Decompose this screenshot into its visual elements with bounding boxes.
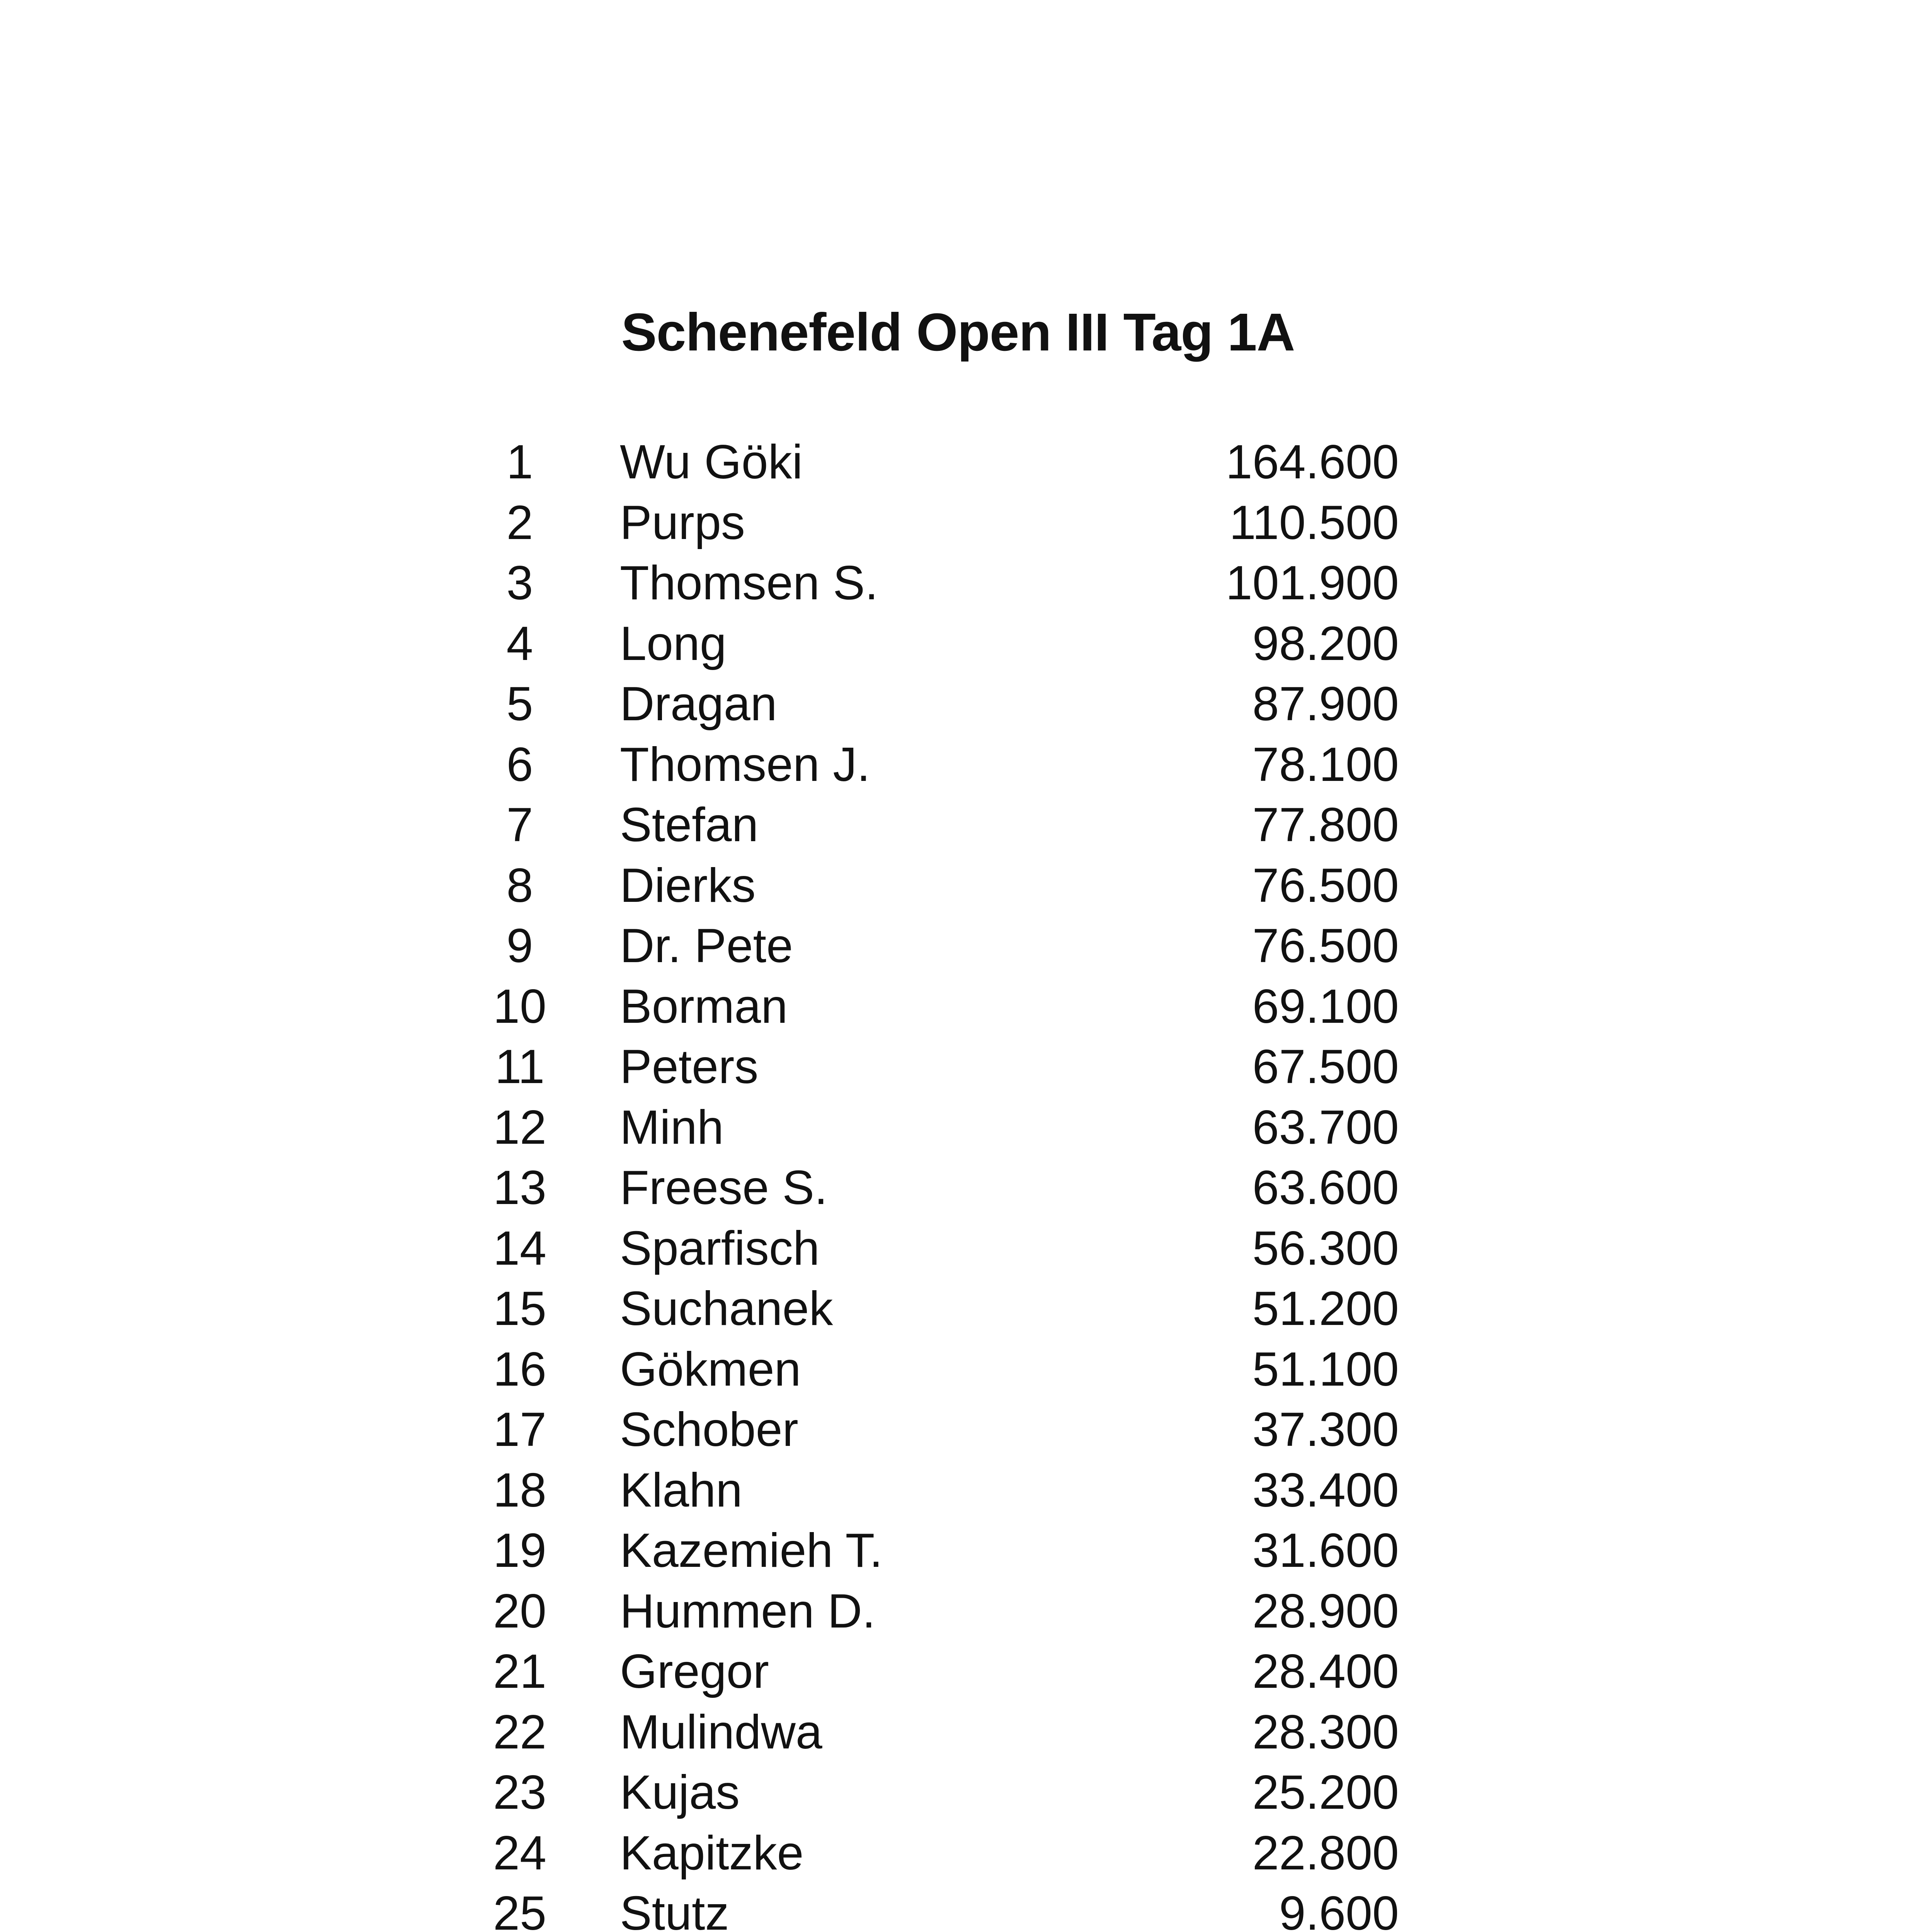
rank-number: 17 [493, 1403, 546, 1456]
rank-number: 15 [493, 1282, 546, 1335]
ranking-row [479, 1279, 1399, 1339]
ranking-row [479, 1641, 1399, 1702]
rank-number: 9 [506, 919, 533, 973]
player-score: 78.100 [1252, 738, 1399, 791]
ranking-row [479, 1460, 1399, 1521]
player-name: Dr. Pete [620, 919, 793, 973]
rank-number: 8 [506, 859, 533, 912]
ranking-row [479, 553, 1399, 614]
player-name: Kazemieh T. [620, 1524, 883, 1577]
player-name: Schober [620, 1403, 798, 1456]
rank-number: 20 [493, 1584, 546, 1638]
player-score: 28.300 [1252, 1705, 1399, 1759]
player-name: Gregor [620, 1645, 769, 1698]
player-name: Long [620, 617, 727, 670]
player-score: 76.500 [1252, 919, 1399, 973]
ranking-row [479, 1218, 1399, 1279]
ranking-row [479, 795, 1399, 855]
player-name: Gökmen [620, 1342, 801, 1396]
player-score: 101.900 [1225, 556, 1399, 610]
player-score: 51.100 [1252, 1342, 1399, 1396]
player-score: 31.600 [1252, 1524, 1399, 1577]
player-score: 164.600 [1225, 435, 1399, 489]
rank-number: 12 [493, 1100, 546, 1154]
player-name: Mulindwa [620, 1705, 822, 1759]
player-name: Purps [620, 496, 745, 549]
player-name: Wu Göki [620, 435, 803, 489]
player-score: 51.200 [1252, 1282, 1399, 1335]
player-score: 76.500 [1252, 859, 1399, 912]
player-score: 67.500 [1252, 1040, 1399, 1094]
player-name: Freese S. [620, 1161, 828, 1214]
ranking-row [479, 1400, 1399, 1460]
ranking-row [479, 855, 1399, 916]
rank-number: 16 [493, 1342, 546, 1396]
player-score: 56.300 [1252, 1221, 1399, 1275]
rank-number: 22 [493, 1705, 546, 1759]
ranking-row [479, 1883, 1399, 1932]
rank-number: 2 [506, 496, 533, 549]
player-name: Dierks [620, 859, 756, 912]
player-name: Thomsen J. [620, 738, 870, 791]
rank-number: 13 [493, 1161, 546, 1214]
player-score: 77.800 [1252, 798, 1399, 852]
rank-number: 19 [493, 1524, 546, 1577]
rank-number: 25 [493, 1887, 546, 1932]
player-name: Peters [620, 1040, 759, 1094]
rank-number: 24 [493, 1826, 546, 1880]
ranking-row [479, 614, 1399, 674]
ranking-row [479, 1158, 1399, 1218]
ranking-row [479, 1097, 1399, 1158]
player-name: Dragan [620, 677, 777, 731]
player-score: 63.600 [1252, 1161, 1399, 1214]
player-name: Suchanek [620, 1282, 833, 1335]
ranking-row [479, 1823, 1399, 1884]
rank-number: 14 [493, 1221, 546, 1275]
ranking-row [479, 432, 1399, 493]
ranking-row [479, 493, 1399, 553]
player-score: 33.400 [1252, 1463, 1399, 1517]
player-score: 37.300 [1252, 1403, 1399, 1456]
rank-number: 7 [506, 798, 533, 852]
player-score: 69.100 [1252, 980, 1399, 1033]
player-score: 28.400 [1252, 1645, 1399, 1698]
rank-number: 5 [506, 677, 533, 731]
player-name: Klahn [620, 1463, 743, 1517]
player-score: 63.700 [1252, 1100, 1399, 1154]
ranking-row [479, 916, 1399, 976]
rank-number: 11 [495, 1040, 545, 1094]
ranking-table [479, 432, 1399, 1932]
rank-number: 10 [493, 980, 546, 1033]
rank-number: 21 [493, 1645, 546, 1698]
rank-number: 3 [506, 556, 533, 610]
player-score: 110.500 [1229, 496, 1399, 549]
ranking-row [479, 1037, 1399, 1097]
ranking-row [479, 1581, 1399, 1642]
player-score: 87.900 [1252, 677, 1399, 731]
player-score: 28.900 [1252, 1584, 1399, 1638]
ranking-row [479, 1762, 1399, 1823]
ranking-row [479, 1702, 1399, 1763]
player-name: Hummen D. [620, 1584, 876, 1638]
player-name: Stutz [620, 1887, 729, 1932]
player-score: 9.600 [1279, 1887, 1399, 1932]
ranking-row [479, 735, 1399, 795]
ranking-row [479, 674, 1399, 735]
ranking-row [479, 1339, 1399, 1400]
player-name: Minh [620, 1100, 724, 1154]
rank-number: 6 [506, 738, 533, 791]
rank-number: 18 [493, 1463, 546, 1517]
player-name: Kujas [620, 1766, 740, 1819]
rank-number: 4 [506, 617, 533, 670]
player-score: 22.800 [1252, 1826, 1399, 1880]
ranking-row [479, 976, 1399, 1037]
page-title: Schenefeld Open III Tag 1A [621, 303, 1295, 362]
player-score: 98.200 [1252, 617, 1399, 670]
player-score: 25.200 [1252, 1766, 1399, 1819]
player-name: Sparfisch [620, 1221, 820, 1275]
player-name: Kapitzke [620, 1826, 804, 1880]
player-name: Stefan [620, 798, 759, 852]
rank-number: 23 [493, 1766, 546, 1819]
player-name: Thomsen S. [620, 556, 878, 610]
player-name: Borman [620, 980, 788, 1033]
rank-number: 1 [506, 435, 533, 489]
ranking-row [479, 1520, 1399, 1581]
